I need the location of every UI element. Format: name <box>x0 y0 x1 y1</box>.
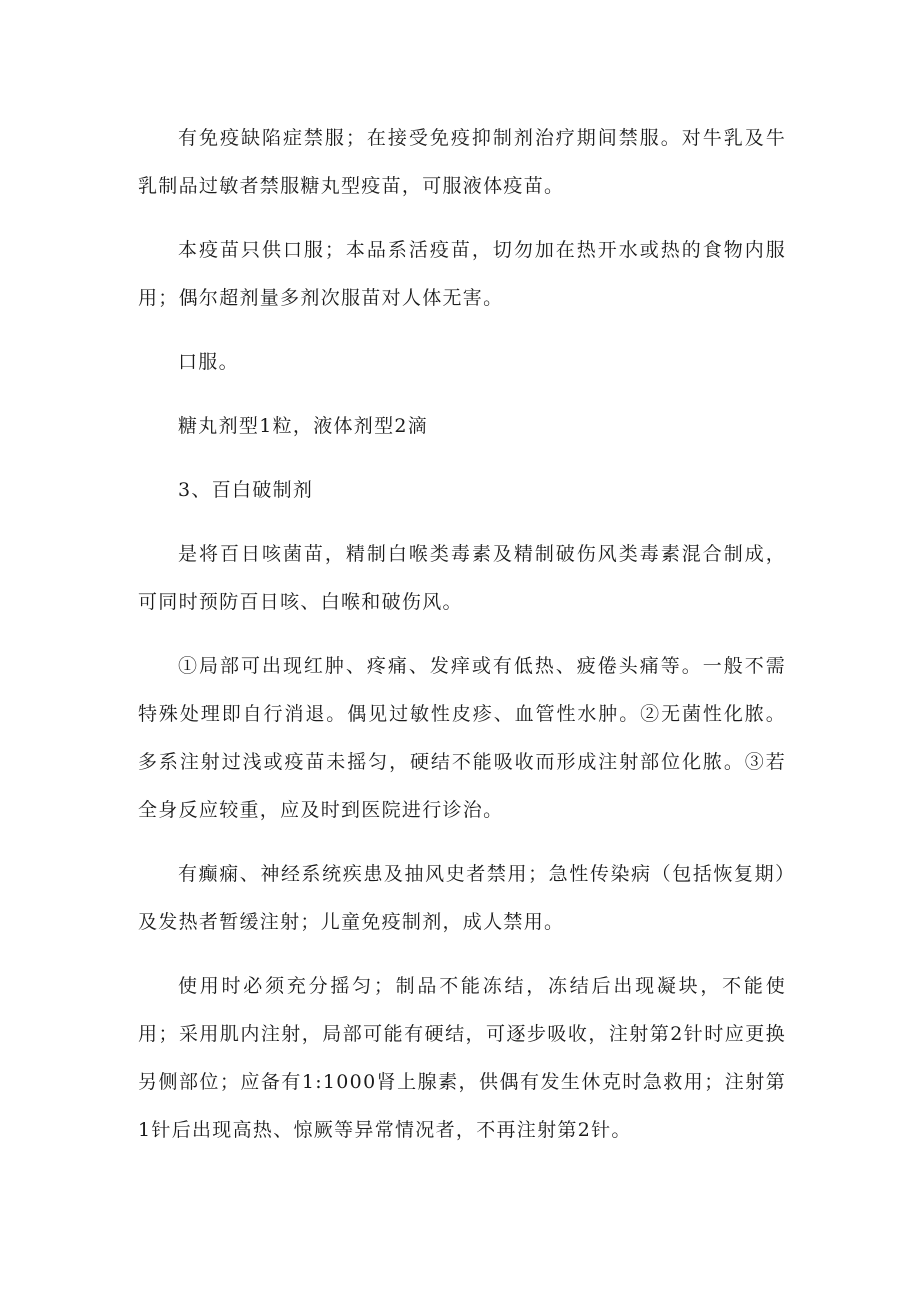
section-heading-dtp: 3、百白破制剂 <box>178 479 314 501</box>
paragraph-route: 口服。 <box>178 351 239 373</box>
paragraph-contraindications-oral: 有免疫缺陷症禁服；在接受免疫抑制剂治疗期间禁服。对牛乳及牛乳制品过敏者禁服糖丸型疫苗，可服液体疫苗。 <box>138 127 786 197</box>
document-page <box>138 114 786 1154</box>
paragraph-dosage: 糖丸剂型1粒，液体剂型2滴 <box>178 415 429 437</box>
paragraph-adverse-reactions: ①局部可出现红肿、疼痛、发痒或有低热、疲倦头痛等。一般不需特殊处理即自行消退。偶见过敏性皮疹、血管性水肿。②无菌性化脓。多系注射过浅或疫苗未摇匀，硬结不能吸收而形成注射部位化脓。③若全身反应较重，应及时到医院进行诊治。 <box>138 655 786 821</box>
paragraph-contraindications-dtp: 有癫痫、神经系统疾患及抽风史者禁用；急性传染病（包括恢复期）及发热者暂缓注射；儿童免疫制剂，成人禁用。 <box>138 863 786 933</box>
paragraph-dtp-description: 是将百日咳菌苗，精制白喉类毒素及精制破伤风类毒素混合制成，可同时预防百日咳、白喉和破伤风。 <box>138 543 786 613</box>
paragraph-precautions-dtp: 使用时必须充分摇匀；制品不能冻结，冻结后出现凝块，不能使用；采用肌内注射，局部可能有硬结，可逐步吸收，注射第2针时应更换另侧部位；应备有1:1000肾上腺素，供偶有发生休克时急救用；注射第1针后出现高热、惊厥等异常情况者，不再注射第2针。 <box>138 975 786 1141</box>
paragraph-precautions-oral: 本疫苗只供口服；本品系活疫苗，切勿加在热开水或热的食物内服用；偶尔超剂量多剂次服苗对人体无害。 <box>138 239 786 309</box>
